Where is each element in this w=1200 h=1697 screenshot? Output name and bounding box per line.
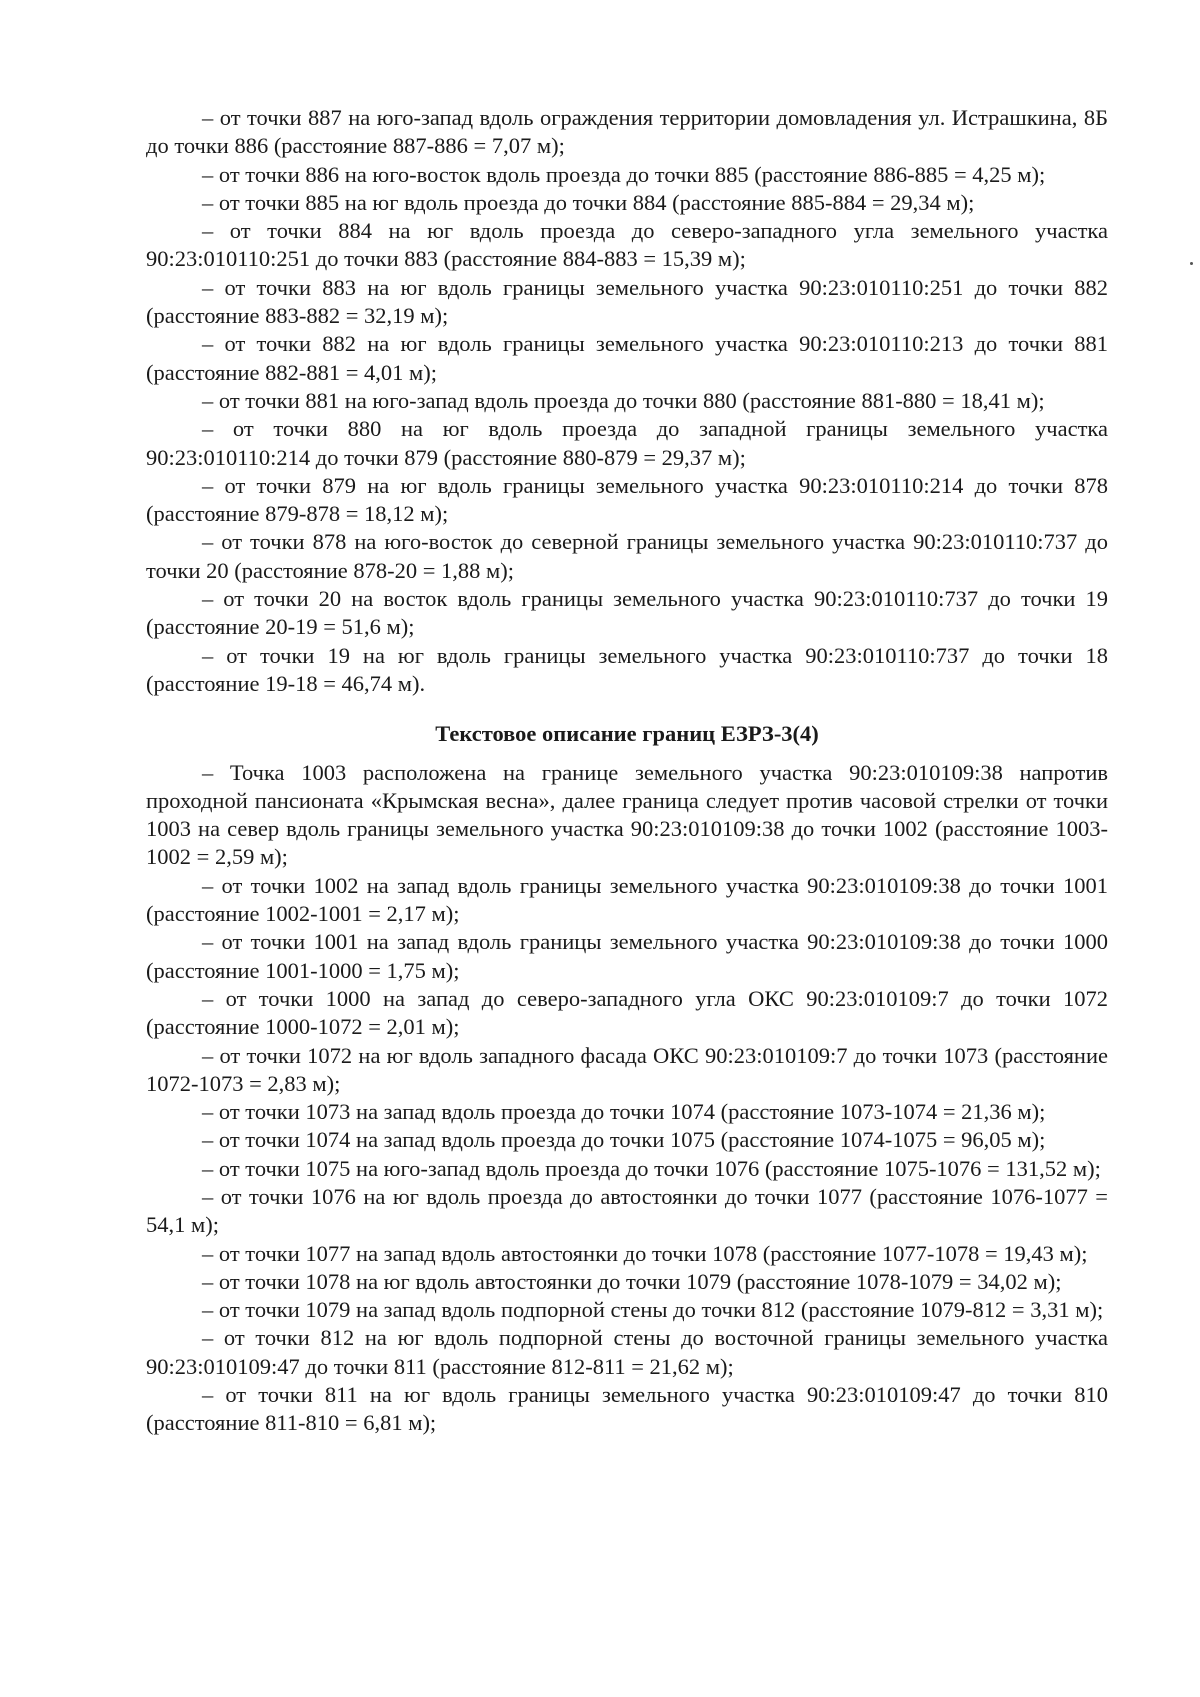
- paragraph: – от точки 811 на юг вдоль границы земельного участка 90:23:010109:47 до точки 810 (расстояние 811-810 = 6,81 м);: [146, 1382, 1108, 1436]
- paragraph: – от точки 1078 на юг вдоль автостоянки до точки 1079 (расстояние 1078-1079 = 34,02 м);: [202, 1268, 1062, 1294]
- paragraph: – от точки 1074 на запад вдоль проезда до точки 1075 (расстояние 1074-1075 = 96,05 м);: [202, 1127, 1046, 1153]
- paragraph: – от точки 1076 на юг вдоль проезда до автостоянки до точки 1077 (расстояние 1076-1077 = 54,1 м);: [146, 1183, 1108, 1238]
- paragraph: – от точки 1077 на запад вдоль автостоянки до точки 1078 (расстояние 1077-1078 = 19,43 м);: [202, 1240, 1088, 1266]
- paragraph: – от точки 1072 на юг вдоль западного фасада ОКС 90:23:010109:7 до точки 1073 (расстояние 1072-1073 = 2,83 м);: [146, 1042, 1108, 1096]
- paragraph: – от точки 887 на юго-запад вдоль ограждения территории домовладения ул. Истрашкина, 8Б до точки 886 (расстояние 887-886 = 7,07 м);: [146, 105, 1108, 159]
- paragraph: – от точки 1002 на запад вдоль границы земельного участка 90:23:010109:38 до точки 1001 (расстояние 1002-1001 = 2,17 м);: [146, 872, 1108, 927]
- paragraph: – от точки 884 на юг вдоль проезда до северо-западного угла земельного участка 90:23:010110:251 до точки 883 (расстояние 884-883 = 15,39 м);: [146, 218, 1108, 272]
- paragraph: – от точки 886 на юго-восток вдоль проезда до точки 885 (расстояние 886-885 = 4,25 м);: [202, 161, 1046, 187]
- paragraph: – от точки 882 на юг вдоль границы земельного участка 90:23:010110:213 до точки 881 (расстояние 882-881 = 4,01 м);: [146, 331, 1108, 385]
- paragraph: – от точки 20 на восток вдоль границы земельного участка 90:23:010110:737 до точки 19 (расстояние 20-19 = 51,6 м);: [146, 586, 1108, 640]
- paragraph: – от точки 1073 на запад вдоль проезда до точки 1074 (расстояние 1073-1074 = 21,36 м);: [202, 1099, 1046, 1125]
- paragraph: – от точки 1075 на юго-запад вдоль проезда до точки 1076 (расстояние 1075-1076 = 131,52 м);: [202, 1155, 1101, 1181]
- paragraph: – от точки 1079 на запад вдоль подпорной стены до точки 812 (расстояние 1079-812 = 3,31 м);: [202, 1297, 1104, 1323]
- paragraph: – Точка 1003 расположена на границе земельного участка 90:23:010109:38 напротив проходной пансионата «Крымская весна», далее граница следует против часовой стрелки от точки 1003 на север вдоль границы земельного участка 90:23:010109:38 до точки 1002 (расстояние 1003-1002 = 2,59 м);: [146, 759, 1108, 870]
- document-body: [146, 104, 1108, 1438]
- paragraph: – от точки 880 на юг вдоль проезда до западной границы земельного участка 90:23:010110:214 до точки 879 (расстояние 880-879 = 29,37 м);: [146, 416, 1108, 470]
- paragraph: – от точки 1000 на запад до северо-западного угла ОКС 90:23:010109:7 до точки 1072 (расстояние 1000-1072 = 2,01 м);: [146, 985, 1108, 1040]
- paragraph: – от точки 1001 на запад вдоль границы земельного участка 90:23:010109:38 до точки 1000 (расстояние 1001-1000 = 1,75 м);: [146, 929, 1108, 983]
- section-title: Текстовое описание границ ЕЗРЗ-3(4): [435, 721, 819, 747]
- paragraph: – от точки 885 на юг вдоль проезда до точки 884 (расстояние 885-884 = 29,34 м);: [202, 189, 975, 215]
- scan-speck: [1190, 262, 1193, 265]
- paragraph: – от точки 812 на юг вдоль подпорной стены до восточной границы земельного участка 90:23:010109:47 до точки 811 (расстояние 812-811 = 21,62 м);: [146, 1325, 1108, 1379]
- paragraph: – от точки 883 на юг вдоль границы земельного участка 90:23:010110:251 до точки 882 (расстояние 883-882 = 32,19 м);: [146, 274, 1108, 329]
- paragraph: – от точки 879 на юг вдоль границы земельного участка 90:23:010110:214 до точки 878 (расстояние 879-878 = 18,12 м);: [146, 472, 1108, 527]
- paragraph: – от точки 878 на юго-восток до северной границы земельного участка 90:23:010110:737 до точки 20 (расстояние 878-20 = 1,88 м);: [146, 529, 1108, 583]
- paragraph: – от точки 881 на юго-запад вдоль проезда до точки 880 (расстояние 881-880 = 18,41 м);: [202, 387, 1045, 413]
- paragraph: – от точки 19 на юг вдоль границы земельного участка 90:23:010110:737 до точки 18 (расстояние 19-18 = 46,74 м).: [146, 642, 1108, 696]
